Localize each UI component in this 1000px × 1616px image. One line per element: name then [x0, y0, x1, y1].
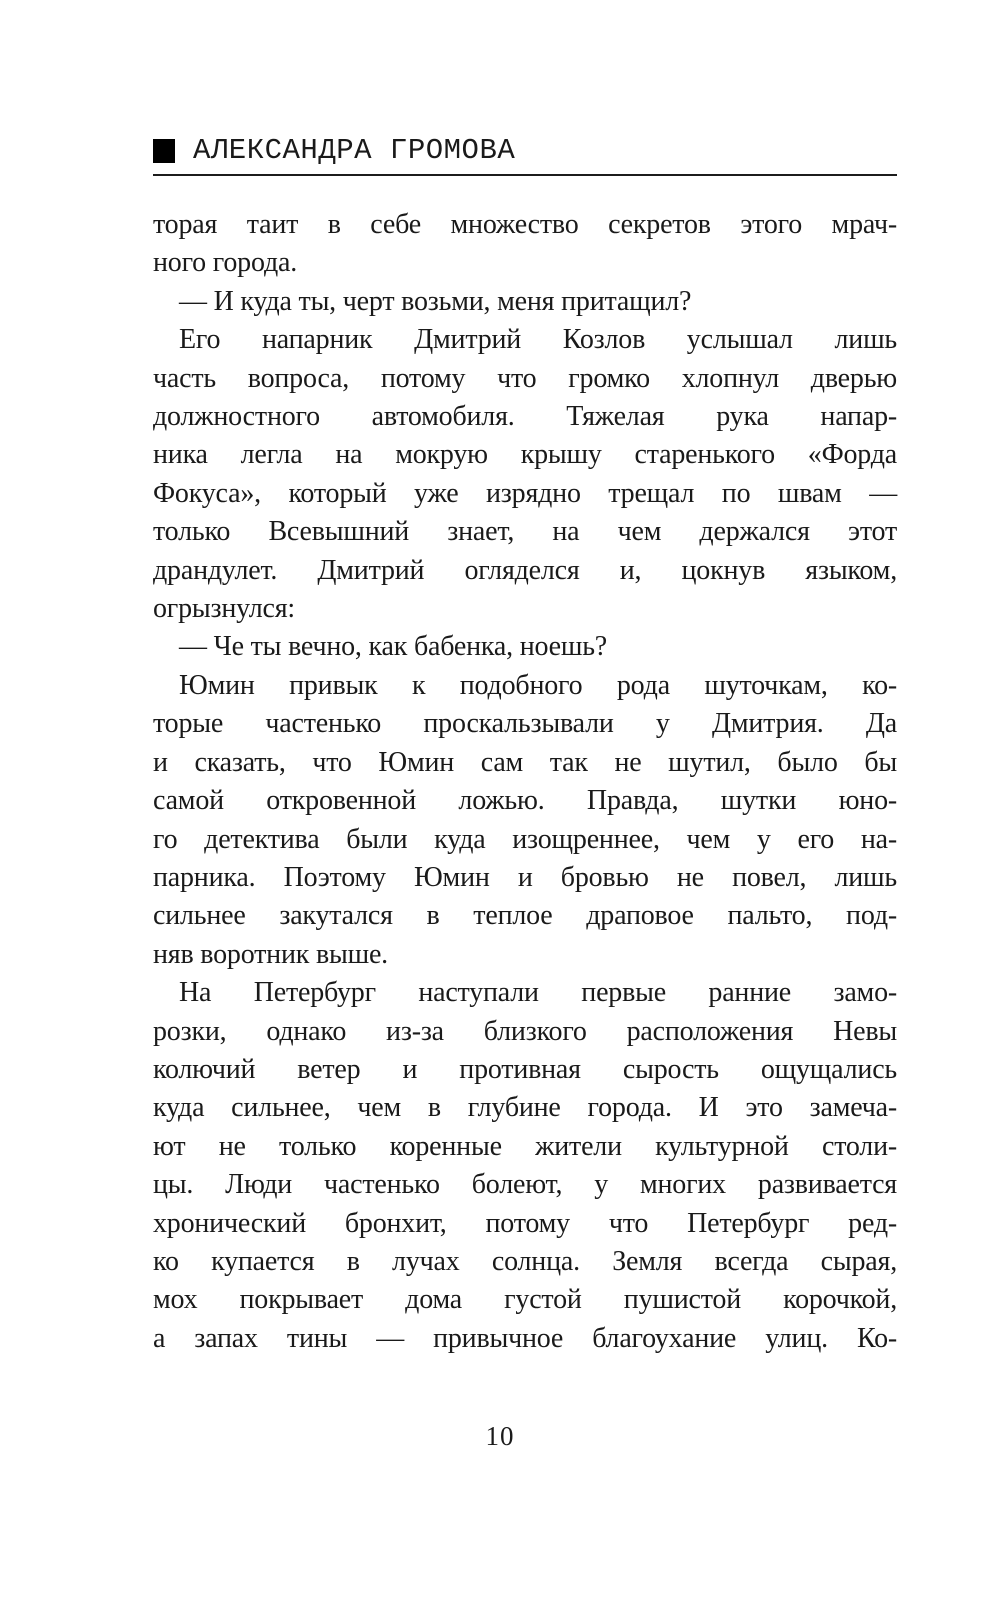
text-line: ного города. [153, 247, 298, 279]
text-line: ника легла на мокрую крышу старенького «Форда [153, 439, 897, 471]
text-line: ют не только коренные жители культурной столи- [153, 1130, 897, 1162]
text-line: Его напарник Дмитрий Козлов услышал лишь [179, 324, 897, 356]
text-line: драндулет. Дмитрий огляделся и, цокнув языком, [153, 554, 897, 586]
text-line: цы. Люди частенько болеют, у многих развивается [153, 1169, 897, 1201]
text-line: Юмин привык к подобного рода шуточкам, ко- [179, 669, 897, 701]
text-line: а запах тины — привычное благоухание улиц. Ко- [153, 1322, 897, 1354]
text-line: и сказать, что Юмин сам так не шутил, было бы [153, 746, 897, 778]
text-line: колючий ветер и противная сырость ощущались [153, 1053, 897, 1085]
text-line: парника. Поэтому Юмин и бровью не повел, лишь [153, 861, 897, 893]
text-line: торая таит в себе множество секретов этого мрач- [153, 209, 897, 240]
page-text [153, 206, 897, 1358]
text-line: хронический бронхит, потому что Петербург ред- [153, 1207, 897, 1239]
author-name: АЛЕКСАНДРА ГРОМОВА [193, 134, 516, 167]
text-line: го детектива были куда изощреннее, чем у его на- [153, 823, 897, 855]
text-line: няв воротник выше. [153, 938, 388, 970]
text-line: Фокуса», который уже изрядно трещал по швам — [153, 477, 897, 509]
black-square-icon [153, 139, 175, 163]
text-line: На Петербург наступали первые ранние замо- [179, 977, 897, 1009]
text-line: розки, однако из-за близкого расположения Невы [153, 1015, 897, 1047]
text-line: куда сильнее, чем в глубине города. И это замеча- [153, 1092, 897, 1124]
text-line: часть вопроса, потому что громко хлопнул дверью [153, 362, 897, 394]
text-line: должностного автомобиля. Тяжелая рука напар- [153, 401, 897, 433]
running-header [153, 136, 897, 176]
text-line: мох покрывает дома густой пушистой корочкой, [153, 1284, 897, 1316]
text-line: — Че ты вечно, как бабенка, ноешь? [179, 631, 608, 663]
page-number: 10 [485, 1421, 515, 1451]
text-line: сильнее закутался в теплое драповое пальто, под- [153, 900, 897, 932]
text-line: только Всевышний знает, на чем держался этот [153, 516, 897, 548]
text-line: — И куда ты, черт возьми, меня притащил? [179, 285, 692, 317]
text-line: ко купается в лучах солнца. Земля всегда сырая, [153, 1245, 897, 1277]
text-line: торые частенько проскальзывали у Дмитрия. Да [153, 708, 897, 740]
text-line: огрызнулся: [153, 593, 295, 625]
text-line: самой откровенной ложью. Правда, шутки юно- [153, 785, 897, 817]
